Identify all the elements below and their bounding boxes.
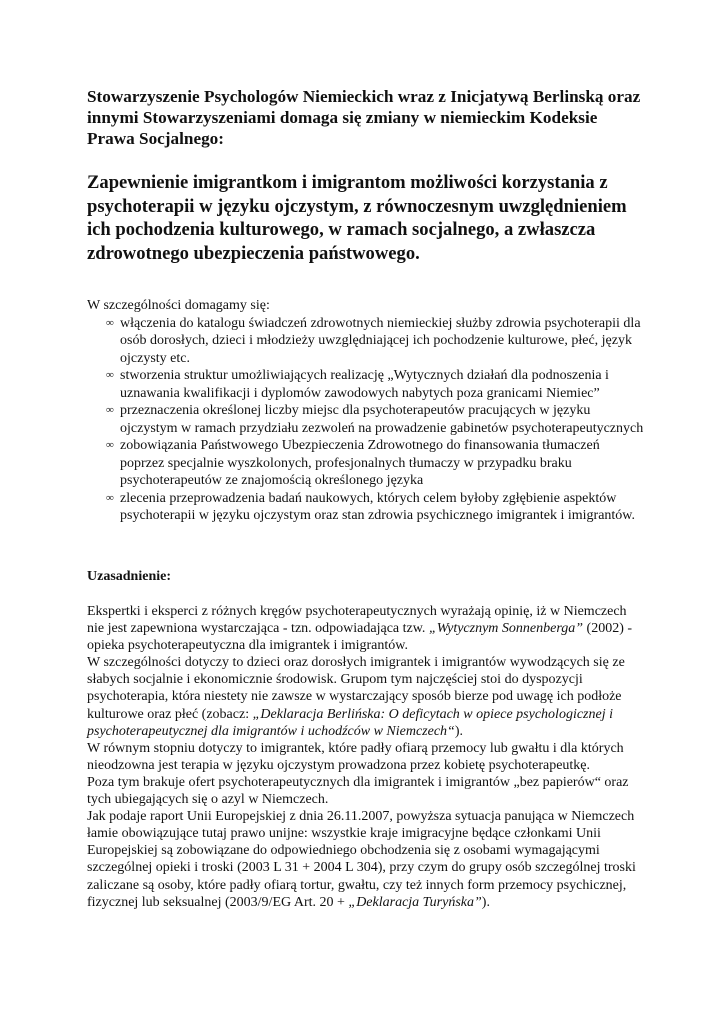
list-item: [87, 367, 644, 402]
infinity-bullet-icon: ∞: [106, 369, 114, 381]
infinity-bullet-icon: ∞: [106, 316, 114, 329]
citation: „Deklaracja Turyńska”: [348, 894, 482, 910]
infinity-bullet-icon: ∞: [106, 491, 114, 504]
demands-intro: W szczególności domagamy się:: [87, 298, 270, 313]
list-item: [87, 437, 644, 490]
list-item: [87, 315, 644, 368]
paragraph: Ekspertki i eksperci z różnych kręgów psychoterapeutycznych wyrażają opinię, iż w Niemczech nie jest zapewniona wystarczająca - tzn. odpowiadająca tzw. „Wytycznym Sonnenberga” (2002) - opieka psychoterapeutyczna dla imigrantek i imigrantów.: [87, 604, 633, 654]
list-item: [87, 490, 644, 525]
list-item-text: włączenia do katalogu świadczeń zdrowotnych niemieckiej służby zdrowia psychoterapii dla osób dorosłych, dzieci i młodzieży uwzględniającej ich pochodzenie kulturowe, płeć, język ojczysty etc.: [120, 315, 641, 366]
paragraph: Jak podaje raport Unii Europejskiej z dnia 26.11.2007, powyższa sytuacja panująca w Niemczech łamie obowiązujące tutaj prawo unijne: wszystkie kraje imigracyjne będące członkami Unii Europejskiej są zobowiązane do odpowiedniego obchodzenia się z osobami wymagającymi szczególnej opieki i troski (2003 L 31 + 2004 L 304), przy czym do grupy osób szczególnej troski zaliczane są osoby, które padły ofiarą tortur, gwałtu, czy też innych form przemocy psychicznej, fizycznej lub seksualnej (2003/9/EG Art. 20 + „Deklaracja Turyńska”).: [87, 809, 636, 910]
citation: „Deklaracja Berlińska: O deficytach w opiece psychologicznej i psychoterapeutycznej dla imigrantów i uchodźców w Niemczech“: [87, 706, 613, 739]
demand-heading: Zapewnienie imigrantkom i imigrantom możliwości korzystania z psychoterapii w języku ojczystym, z równoczesnym uwzględnieniem ich pochodzenia kulturowego, w ramach socjalnego, a zwłaszcza zdrowotnego ubezpieczenia państwowego.: [87, 172, 627, 264]
infinity-bullet-icon: ∞: [106, 404, 114, 416]
infinity-bullet-icon: ∞: [106, 439, 114, 451]
main-heading: Stowarzyszenie Psychologów Niemieckich wraz z Inicjatywą Berlinską oraz innymi Stowarzyszeniami domaga się zmiany w niemieckim Kodeksie Prawa Socjalnego:: [87, 87, 641, 148]
list-item: [87, 402, 644, 437]
list-item-text: zobowiązania Państwowego Ubezpieczenia Zdrowotnego do finansowania tłumaczeń poprzez specjalnie wyszkolonych, profesjonalnych tłumaczy w przypadku braku psychoterapeutów ze znajomością określonego języka: [120, 438, 600, 488]
citation: „Wytycznym Sonnenberga”: [428, 621, 584, 637]
list-item-text: stworzenia struktur umożliwiających realizację „Wytycznych działań dla podnoszenia i uznawania kwalifikacji i dyplomów zawodowych nabytych poza granicami Niemiec”: [120, 368, 609, 401]
list-item-text: zlecenia przeprowadzenia badań naukowych, których celem byłoby zgłębienie aspektów psychoterapii w języku ojczystym oraz stan zdrowia psychicznego imigrantek i imigrantów.: [120, 490, 635, 523]
paragraph: W szczególności dotyczy to dzieci oraz dorosłych imigrantek i imigrantów wywodzących się ze słabych socjalnie i ekonomicznie środowisk. Grupom tym najczęściej stoi do dyspozycji psychoterapia, która niestety nie zawsze w wystarczający sposób bierze pod uwagę ich podłoże kulturowe oraz płeć (zobacz: „Deklaracja Berlińska: O deficytach w opiece psychologicznej i psychoterapeutycznej dla imigrantów i uchodźców w Niemczech“).: [87, 655, 625, 739]
justification-title: Uzasadnienie:: [87, 568, 171, 584]
paragraph: Poza tym brakuje ofert psychoterapeutycznych dla imigrantek i imigrantów „bez papierów“ oraz tych ubiegających się o azyl w Niemczech.: [87, 774, 629, 808]
list-item-text: przeznaczenia określonej liczby miejsc dla psychoterapeutów pracujących w języku ojczystym w ramach przydziału zezwoleń na prowadzenie gabinetów psychoterapeutycznych: [120, 403, 644, 436]
demands-list: [87, 315, 644, 525]
paragraph: W równym stopniu dotyczy to imigrantek, które padły ofiarą przemocy lub gwałtu i dla których nieodzowna jest terapia w języku ojczystym prowadzona przez kobietę psychoterapeutkę.: [87, 740, 624, 773]
